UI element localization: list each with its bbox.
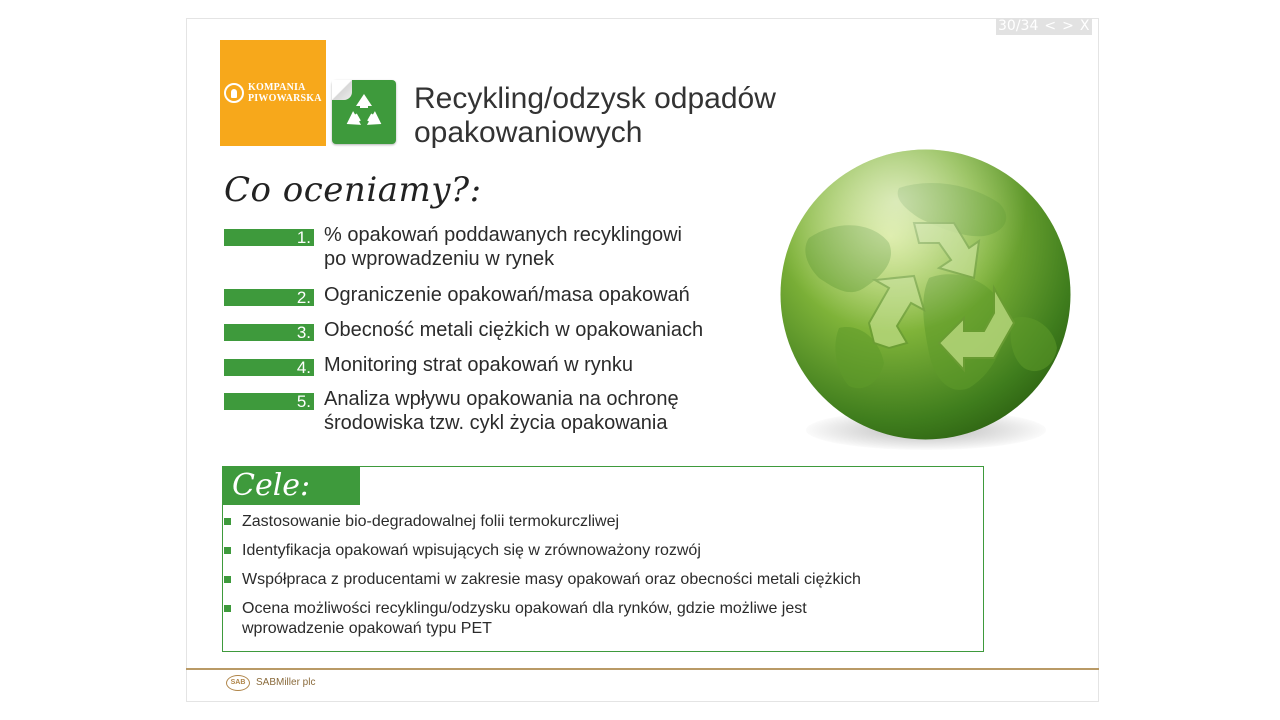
globe-recycle-image <box>779 148 1072 441</box>
page-title <box>414 82 776 150</box>
goals-heading: Cele: <box>222 466 360 505</box>
footer-company: SABMiller plc <box>256 677 316 688</box>
bullet <box>224 547 231 554</box>
goal-text-cont: wprowadzenie opakowań typu PET <box>242 620 492 637</box>
item-text: Ograniczenie opakowań/masa opakowań <box>324 284 690 306</box>
close-button[interactable]: X <box>1079 18 1090 34</box>
item-text: Analiza wpływu opakowania na ochronę <box>324 388 679 410</box>
kompania-piwowarska-logo <box>220 40 326 146</box>
item-text: % opakowań poddawanych recyklingowi <box>324 224 682 246</box>
footer-divider <box>186 668 1099 670</box>
item-text-cont: po wprowadzeniu w rynek <box>324 248 555 270</box>
goal-text: Identyfikacja opakowań wpisujących się w zrównoważony rozwój <box>242 542 701 559</box>
item-text-cont: środowiska tzw. cykl życia opakowania <box>324 412 668 434</box>
next-slide-button[interactable]: > <box>1062 18 1074 34</box>
item-number: 2. <box>224 289 314 306</box>
item-text: Monitoring strat opakowań w rynku <box>324 354 634 376</box>
bullet <box>224 576 231 583</box>
goal-text: Współpraca z producentami w zakresie masy opakowań oraz obecności metali ciężkich <box>242 571 861 588</box>
item-number: 5. <box>224 393 314 410</box>
title-line-1: Recykling/odzysk odpadów <box>414 82 776 115</box>
logo-line-1: KOMPANIA <box>248 82 306 93</box>
goal-text: Ocena możliwości recyklingu/odzysku opakowań dla rynków, gdzie możliwe jest <box>242 600 807 617</box>
item-number: 1. <box>224 229 314 246</box>
title-line-2: opakowaniowych <box>414 116 643 149</box>
kompania-crest-icon <box>224 83 244 103</box>
slide-counter: 30/34 <box>998 18 1039 34</box>
item-number: 3. <box>224 324 314 341</box>
goal-text: Zastosowanie bio-degradowalnej folii termokurczliwej <box>242 513 620 530</box>
item-text: Obecność metali ciężkich w opakowaniach <box>324 319 704 341</box>
bullet <box>224 518 231 525</box>
logo-line-2: PIWOWARSKA <box>248 93 322 104</box>
prev-slide-button[interactable]: < <box>1044 18 1057 34</box>
evaluation-heading: Co oceniamy?: <box>224 170 482 210</box>
bullet <box>224 605 231 612</box>
item-number: 4. <box>224 359 314 376</box>
sabmiller-logo: SAB <box>226 675 250 691</box>
recycle-icon <box>332 80 396 144</box>
slide-navigation <box>996 18 1092 35</box>
